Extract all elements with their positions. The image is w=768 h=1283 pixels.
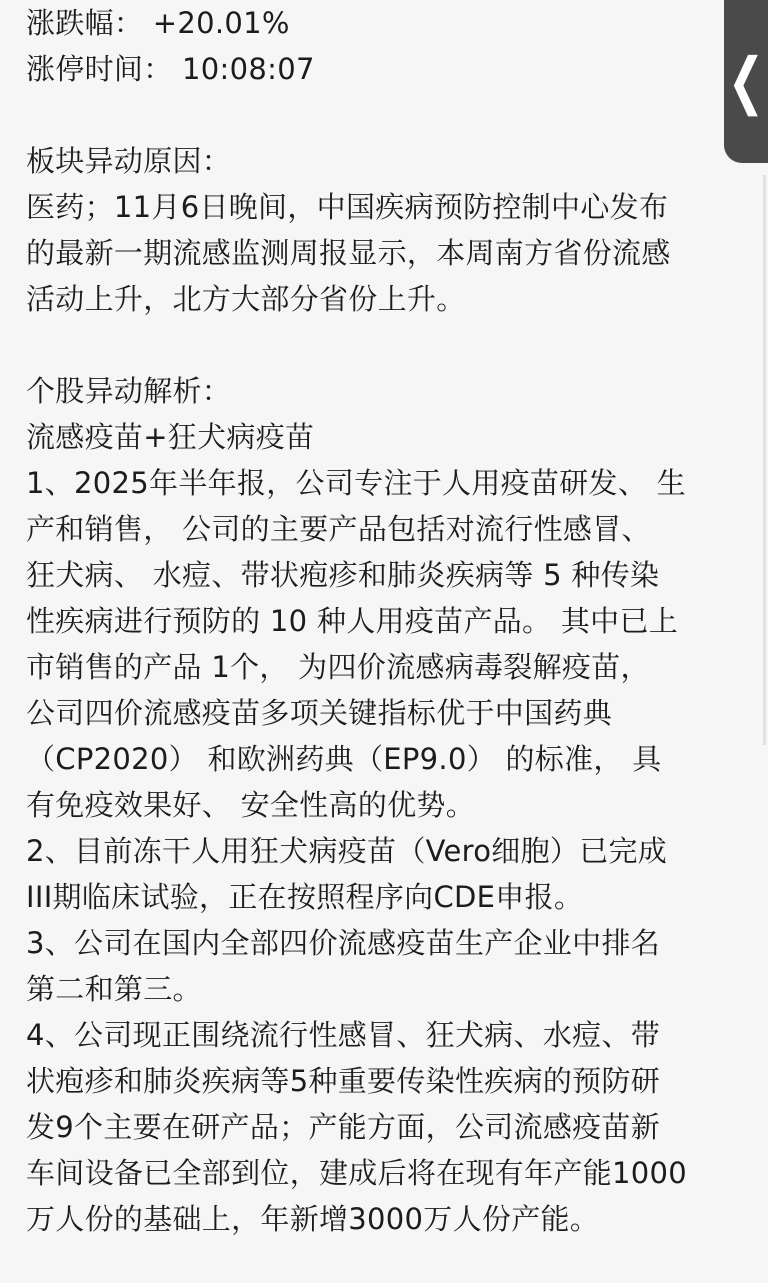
analysis-line: 4、公司现正围绕流行性感冒、狂犬病、水痘、带 <box>26 1018 661 1052</box>
analysis-line: （CP2020） 和欧洲药典（EP9.0） 的标准， 具 <box>26 742 662 776</box>
analysis-line: 2、目前冻干人用狂犬病疫苗（Vero细胞）已完成 <box>26 834 668 868</box>
analysis-heading: 个股异动解析： <box>26 374 232 408</box>
spacer <box>26 92 748 138</box>
back-side-tab[interactable] <box>724 0 768 163</box>
change-label: 涨跌幅： <box>26 6 144 40</box>
article-body <box>26 0 748 1242</box>
limit-time-value: 10:08:07 <box>182 52 315 86</box>
scrollbar-track[interactable] <box>763 175 766 745</box>
spacer <box>26 322 748 368</box>
sector-line: 医药；11月6日晚间，中国疾病预防控制中心发布 <box>26 190 669 224</box>
analysis-topic: 流感疫苗+狂犬病疫苗 <box>26 420 315 454</box>
analysis-line: 第二和第三。 <box>26 972 202 1006</box>
analysis-line: 产和销售， 公司的主要产品包括对流行性感冒、 <box>26 512 651 546</box>
chevron-left-icon[interactable]: ❮ <box>727 45 765 117</box>
analysis-line: 车间设备已全部到位，建成后将在现有年产能1000 <box>26 1156 688 1190</box>
analysis-line: 性疾病进行预防的 10 种人用疫苗产品。 其中已上 <box>26 604 679 638</box>
change-line <box>26 0 748 46</box>
analysis-line: 发9个主要在研产品；产能方面，公司流感疫苗新 <box>26 1110 661 1144</box>
sector-heading: 板块异动原因： <box>26 144 232 178</box>
sector-line: 的最新一期流感监测周报显示，本周南方省份流感 <box>26 236 671 270</box>
analysis-line: 3、公司在国内全部四价流感疫苗生产企业中排名 <box>26 926 661 960</box>
analysis-line: 公司四价流感疫苗多项关键指标优于中国药典 <box>26 696 613 730</box>
analysis-line: 市销售的产品 1个， 为四价流感病毒裂解疫苗， <box>26 650 650 684</box>
analysis-line: 1、2025年半年报，公司专注于人用疫苗研发、 生 <box>26 466 686 500</box>
analysis-line: 状疱疹和肺炎疾病等5种重要传染性疾病的预防研 <box>26 1064 661 1098</box>
analysis-line: 狂犬病、 水痘、带状疱疹和肺炎疾病等 5 种传染 <box>26 558 660 592</box>
analysis-line: 万人份的基础上，年新增3000万人份产能。 <box>26 1202 600 1236</box>
sector-line: 活动上升，北方大部分省份上升。 <box>26 282 466 316</box>
limit-time-label: 涨停时间： <box>26 52 173 86</box>
analysis-line: 有免疫效果好、 安全性高的优势。 <box>26 788 476 822</box>
limit-time-line <box>26 46 748 92</box>
change-value: +20.01% <box>152 6 290 40</box>
analysis-line: III期临床试验，正在按照程序向CDE申报。 <box>26 880 584 914</box>
